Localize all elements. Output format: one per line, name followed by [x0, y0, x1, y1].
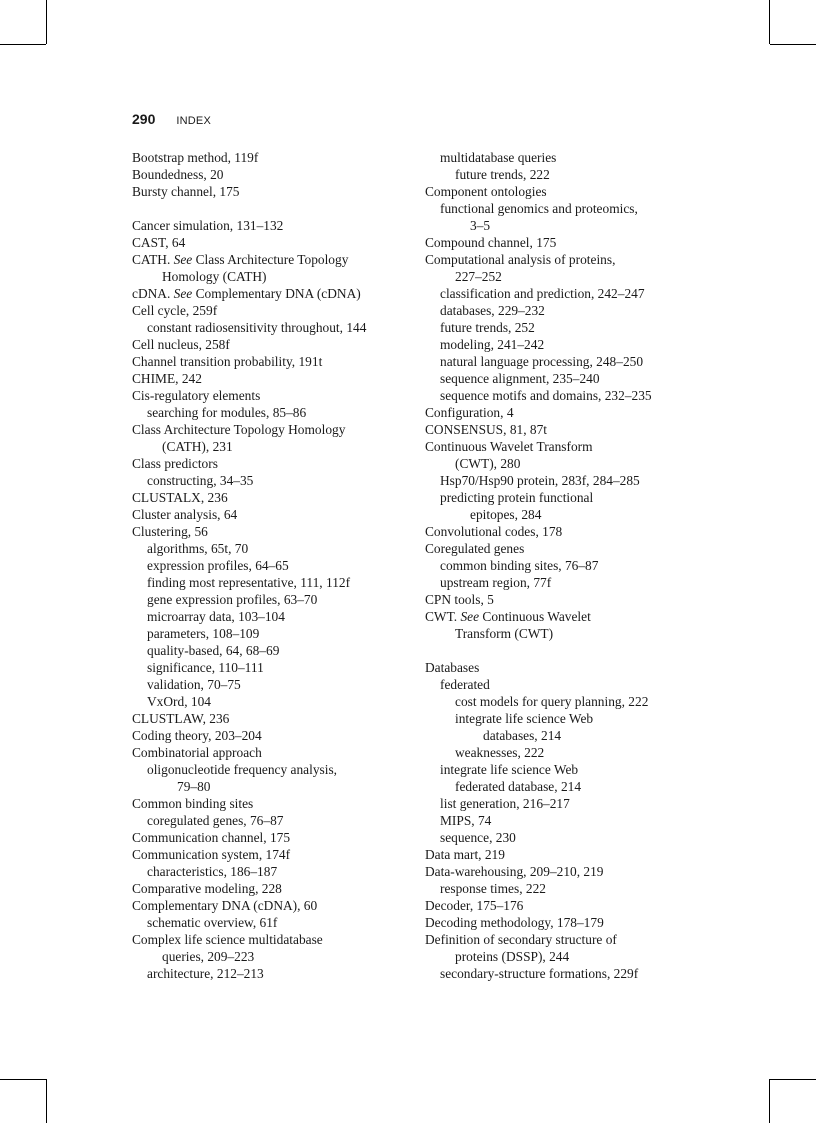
index-entry: (CWT), 280	[455, 456, 521, 471]
index-entry: schematic overview, 61f	[147, 915, 278, 930]
index-entry: Decoding methodology, 178–179	[425, 915, 604, 930]
index-entry: natural language processing, 248–250	[440, 354, 644, 369]
index-entry: Compound channel, 175	[425, 235, 557, 250]
index-entry: CLUSTALX, 236	[132, 490, 228, 505]
index-entry: classification and prediction, 242–247	[440, 286, 645, 301]
index-entry: Communication system, 174f	[132, 847, 291, 862]
index-entry: Complex life science multidatabase	[132, 932, 323, 947]
index-entry: Common binding sites	[132, 796, 254, 811]
index-entry: Boundedness, 20	[132, 167, 224, 182]
index-entry: upstream region, 77f	[440, 575, 552, 590]
index-entry: federated database, 214	[455, 779, 582, 794]
index-entry: constant radiosensitivity throughout, 144	[147, 320, 367, 335]
index-term: CWT.	[425, 609, 461, 624]
index-entry: Configuration, 4	[425, 405, 514, 420]
index-entry: Continuous Wavelet Transform	[425, 439, 593, 454]
index-entry: epitopes, 284	[470, 507, 542, 522]
index-entry: characteristics, 186–187	[147, 864, 278, 879]
index-entry: Cis-regulatory elements	[132, 388, 261, 403]
index-column-left	[132, 149, 402, 982]
index-entry: MIPS, 74	[440, 813, 492, 828]
index-term: cDNA.	[132, 286, 174, 301]
index-entry: VxOrd, 104	[147, 694, 211, 709]
index-entry	[132, 251, 402, 268]
index-entry: Hsp70/Hsp90 protein, 283f, 284–285	[440, 473, 640, 488]
index-entry: Definition of secondary structure of	[425, 932, 617, 947]
index-entry: federated	[440, 677, 490, 692]
crop-mark	[769, 0, 770, 44]
see-reference: See	[460, 609, 480, 624]
index-entry: integrate life science Web	[455, 711, 594, 726]
index-entry: Cell cycle, 259f	[132, 303, 218, 318]
running-header	[132, 111, 211, 129]
index-entry: algorithms, 65t, 70	[147, 541, 249, 556]
index-entry: oligonucleotide frequency analysis,	[147, 762, 338, 777]
index-entry: expression profiles, 64–65	[147, 558, 289, 573]
crop-mark	[769, 1079, 770, 1123]
index-entry: CPN tools, 5	[425, 592, 494, 607]
index-entry: CAST, 64	[132, 235, 186, 250]
index-entry: Complementary DNA (cDNA), 60	[132, 898, 318, 913]
index-entry: Channel transition probability, 191t	[132, 354, 323, 369]
index-entry: future trends, 222	[455, 167, 550, 182]
index-entry: 227–252	[455, 269, 502, 284]
index-entry: databases, 229–232	[440, 303, 545, 318]
index-entry: Decoder, 175–176	[425, 898, 524, 913]
index-entry: integrate life science Web	[440, 762, 579, 777]
index-entry: validation, 70–75	[147, 677, 241, 692]
index-entry: quality-based, 64, 68–69	[147, 643, 280, 658]
index-entry: Databases	[425, 660, 480, 675]
index-entry	[132, 285, 402, 302]
index-entry: Class predictors	[132, 456, 218, 471]
index-entry: secondary-structure formations, 229f	[440, 966, 639, 981]
index-entry: Transform (CWT)	[455, 626, 554, 641]
index-entry: Cell nucleus, 258f	[132, 337, 230, 352]
index-entry: Bootstrap method, 119f	[132, 150, 259, 165]
see-reference: See	[173, 252, 193, 267]
index-entry: coregulated genes, 76–87	[147, 813, 284, 828]
crop-mark	[46, 0, 47, 44]
index-entry: weaknesses, 222	[455, 745, 545, 760]
index-entry: cost models for query planning, 222	[455, 694, 649, 709]
index-entry: Convolutional codes, 178	[425, 524, 563, 539]
index-entry: sequence alignment, 235–240	[440, 371, 600, 386]
index-entry: functional genomics and proteomics,	[440, 201, 638, 216]
index-entry: Component ontologies	[425, 184, 547, 199]
index-entry: databases, 214	[483, 728, 562, 743]
index-term: CATH.	[132, 252, 174, 267]
index-entry: Clustering, 56	[132, 524, 208, 539]
crop-mark	[770, 44, 816, 45]
index-entry: 3–5	[470, 218, 491, 233]
index-entry: CLUSTLAW, 236	[132, 711, 230, 726]
crop-mark	[46, 1079, 47, 1123]
entry-gap	[132, 200, 402, 217]
crop-mark	[0, 44, 46, 45]
index-entry: Class Architecture Topology Homology	[132, 422, 346, 437]
index-entry: 79–80	[177, 779, 211, 794]
index-entry: searching for modules, 85–86	[147, 405, 307, 420]
index-entry: proteins (DSSP), 244	[455, 949, 570, 964]
index-entry: Bursty channel, 175	[132, 184, 240, 199]
index-entry: multidatabase queries	[440, 150, 557, 165]
index-entry: parameters, 108–109	[147, 626, 260, 641]
see-reference: See	[173, 286, 193, 301]
index-entry: gene expression profiles, 63–70	[147, 592, 318, 607]
index-entry: sequence, 230	[440, 830, 516, 845]
index-entry: Homology (CATH)	[162, 269, 267, 284]
index-entry: Coregulated genes	[425, 541, 525, 556]
crop-mark	[0, 1079, 46, 1080]
index-entry: common binding sites, 76–87	[440, 558, 599, 573]
see-target: Complementary DNA (cDNA)	[192, 286, 361, 301]
index-entry: Comparative modeling, 228	[132, 881, 282, 896]
index-entry: response times, 222	[440, 881, 546, 896]
index-entry: significance, 110–111	[147, 660, 264, 675]
index-entry: queries, 209–223	[162, 949, 255, 964]
see-target: Continuous Wavelet	[479, 609, 591, 624]
entry-gap	[425, 642, 693, 659]
index-entry: Data mart, 219	[425, 847, 505, 862]
index-column-right	[425, 149, 693, 982]
index-entry: finding most representative, 111, 112f	[147, 575, 351, 590]
index-entry: microarray data, 103–104	[147, 609, 285, 624]
index-entry: CONSENSUS, 81, 87t	[425, 422, 548, 437]
index-entry: list generation, 216–217	[440, 796, 570, 811]
running-head-title: INDEX	[176, 115, 211, 127]
index-entry: sequence motifs and domains, 232–235	[440, 388, 652, 403]
index-entry: Cluster analysis, 64	[132, 507, 238, 522]
index-entry: (CATH), 231	[162, 439, 233, 454]
page-number: 290	[132, 111, 156, 127]
index-entry: predicting protein functional	[440, 490, 594, 505]
index-entry: Communication channel, 175	[132, 830, 291, 845]
index-entry: architecture, 212–213	[147, 966, 264, 981]
index-entry: CHIME, 242	[132, 371, 202, 386]
index-entry	[425, 608, 693, 625]
index-entry: Data-warehousing, 209–210, 219	[425, 864, 604, 879]
crop-mark	[770, 1079, 816, 1080]
index-entry: Combinatorial approach	[132, 745, 262, 760]
index-entry: Cancer simulation, 131–132	[132, 218, 284, 233]
index-entry: modeling, 241–242	[440, 337, 545, 352]
index-entry: Computational analysis of proteins,	[425, 252, 616, 267]
index-entry: constructing, 34–35	[147, 473, 254, 488]
index-entry: future trends, 252	[440, 320, 535, 335]
index-entry: Coding theory, 203–204	[132, 728, 262, 743]
see-target: Class Architecture Topology	[192, 252, 349, 267]
